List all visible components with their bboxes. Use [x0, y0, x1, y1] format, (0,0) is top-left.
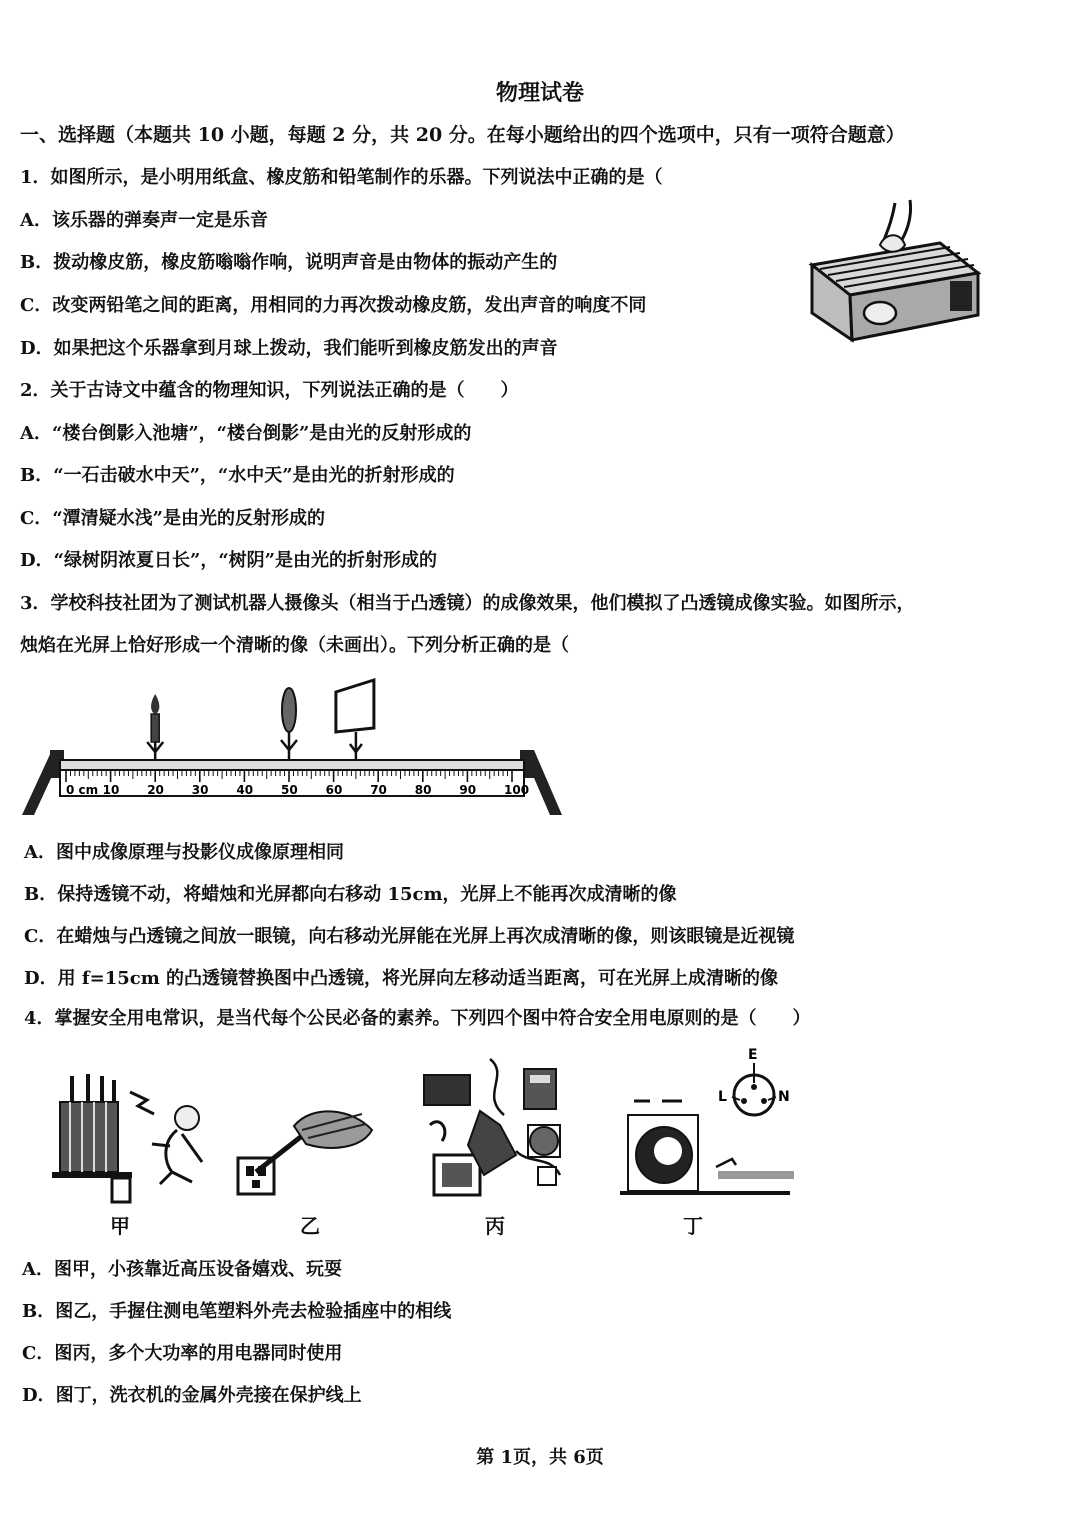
ruler-tick-label: 60	[325, 783, 343, 797]
q3-optical-bench-figure	[22, 680, 562, 820]
plug-label-l: L	[718, 1089, 727, 1105]
q3-option-c: C．在蜡烛与凸透镜之间放一眼镜，向右移动光屏能在光屏上再次成清晰的像，则该眼镜是近视镜	[24, 926, 795, 947]
q1-stem: 1．如图所示，是小明用纸盒、橡皮筋和铅笔制作的乐器。下列说法中正确的是（	[20, 167, 663, 188]
q1-option-a: A．该乐器的弹奏声一定是乐音	[20, 210, 268, 231]
q1-option-c: C．改变两铅笔之间的距离，用相同的力再次拨动橡皮筋，发出声音的响度不同	[20, 295, 647, 316]
q4-option-d: D．图丁，洗衣机的金属外壳接在保护线上	[22, 1385, 362, 1406]
ruler-tick-label: 50	[281, 783, 298, 797]
q4-option-b: B．图乙，手握住测电笔塑料外壳去检验插座中的相线	[22, 1301, 452, 1322]
ruler-tick-label: 90	[459, 783, 477, 797]
q1-option-d: D．如果把这个乐器拿到月球上拨动，我们能听到橡皮筋发出的声音	[20, 338, 558, 359]
fig-label-jia: 甲	[110, 1214, 130, 1238]
ruler-tick-label: 0 cm	[66, 783, 99, 797]
q2-option-c: C．“潭清疑水浅”是由光的反射形成的	[20, 508, 326, 529]
candle	[147, 694, 163, 760]
q4-figure-ding	[620, 1045, 820, 1200]
q3-option-b: B．保持透镜不动，将蜡烛和光屏都向右移动 15cm，光屏上不能再次成清晰的像	[24, 884, 677, 905]
fig-label-yi: 乙	[300, 1214, 320, 1238]
ruler-tick-label: 100	[504, 783, 530, 797]
ruler-tick-label: 10	[102, 783, 120, 797]
light-screen	[336, 680, 374, 760]
q1-option-b: B．拨动橡皮筋，橡皮筋嗡嗡作响，说明声音是由物体的振动产生的	[20, 252, 558, 273]
fig-label-ding: 丁	[683, 1214, 703, 1238]
section-heading: 一、选择题（本题共 10 小题，每题 2 分，共 20 分。在每小题给出的四个选项中，只有一项符合题意）	[20, 124, 905, 146]
q1-instrument-figure	[800, 195, 985, 345]
q3-option-a: A．图中成像原理与投影仪成像原理相同	[24, 842, 344, 863]
q3-stem-line2: 烛焰在光屏上恰好形成一个清晰的像（未画出）。下列分析正确的是（	[20, 635, 569, 656]
q2-option-b: B．“一石击破水中天”，“水中天”是由光的折射形成的	[20, 465, 455, 486]
convex-lens	[281, 688, 297, 760]
plug-label-n: N	[778, 1089, 790, 1105]
ruler-tick-label: 30	[191, 783, 209, 797]
q4-figure-jia	[52, 1072, 212, 1202]
q4-figure-bing	[420, 1055, 580, 1200]
q4-option-c: C．图丙，多个大功率的用电器同时使用	[22, 1343, 343, 1364]
bench-rail	[60, 760, 524, 770]
ruler-tick-label: 40	[236, 783, 254, 797]
fig-label-bing: 丙	[485, 1214, 505, 1238]
q2-option-a: A．“楼台倒影入池塘”，“楼台倒影”是由光的反射形成的	[20, 423, 472, 444]
plug-label-e: E	[748, 1047, 758, 1063]
q4-option-a: A．图甲，小孩靠近高压设备嬉戏、玩耍	[22, 1259, 342, 1280]
page-footer: 第 1页，共 6页	[476, 1447, 604, 1468]
q4-stem: 4．掌握安全用电常识，是当代每个公民必备的素养。下列四个图中符合安全用电原则的是（ ）	[24, 1008, 811, 1029]
q2-option-d: D．“绿树阴浓夏日长”，“树阴”是由光的折射形成的	[20, 550, 438, 571]
q2-stem: 2．关于古诗文中蕴含的物理知识，下列说法正确的是（ ）	[20, 380, 519, 401]
ruler-tick-label: 80	[414, 783, 432, 797]
q3-stem-line1: 3．学校科技社团为了测试机器人摄像头（相当于凸透镜）的成像效果，他们模拟了凸透镜成像实验。如图所示，	[20, 593, 915, 614]
page-title: 物理试卷	[495, 80, 584, 106]
ruler-tick-label: 70	[370, 783, 387, 797]
q4-figure-yi	[232, 1100, 382, 1200]
ruler-tick-label: 20	[147, 783, 164, 797]
q3-option-d: D．用 f=15cm 的凸透镜替换图中凸透镜，将光屏向左移动适当距离，可在光屏上成清晰的像	[24, 968, 779, 989]
